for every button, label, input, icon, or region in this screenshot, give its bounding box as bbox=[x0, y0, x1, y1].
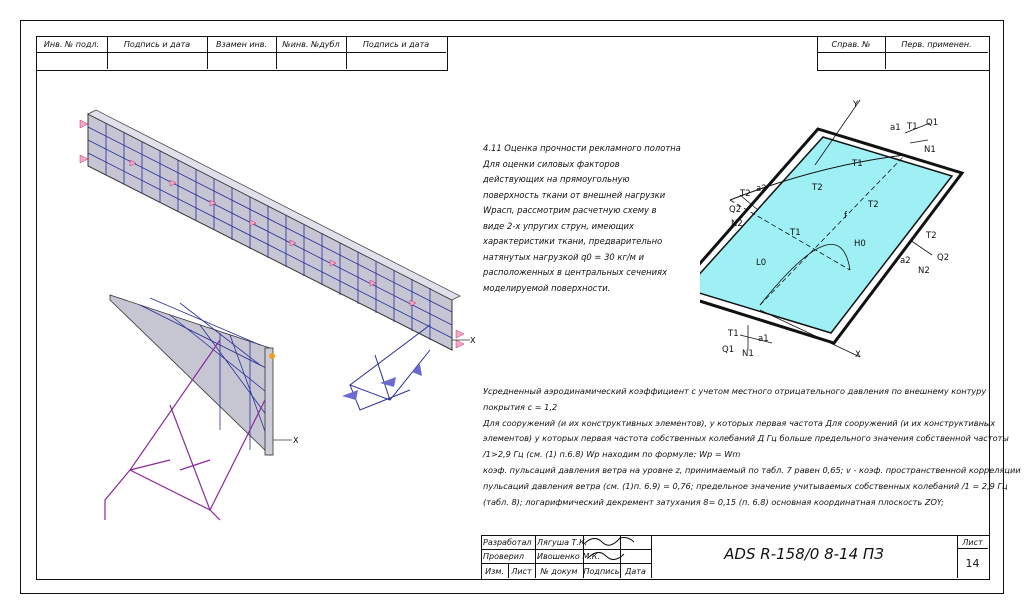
stamp-cell-2: Подпись и дата bbox=[123, 40, 191, 49]
doc-code: ADS R-158/0 8-14 ПЗ bbox=[724, 545, 884, 563]
section-line-7: характеристики ткани, предварительно bbox=[483, 236, 663, 246]
diag-t2-left: T2 bbox=[740, 189, 751, 199]
diag-n1-top: N1 bbox=[924, 145, 936, 155]
diag-t2-b: T2 bbox=[868, 200, 879, 210]
sheet-label: Лист bbox=[962, 538, 983, 547]
section-line-10: моделируемой поверхности. bbox=[483, 282, 611, 293]
diag-a2-left: a2 bbox=[756, 184, 767, 194]
sheet-number: 14 bbox=[965, 557, 980, 570]
tb-col-izm: Изм. bbox=[485, 567, 504, 576]
section-text bbox=[483, 141, 681, 296]
diag-n2-left: N2 bbox=[731, 219, 743, 229]
section-line-6: виде 2-х упругих струн, имеющих bbox=[483, 220, 634, 231]
diag-q1-top: Q1 bbox=[926, 118, 939, 128]
stamp-cell-3: Взамен инв. bbox=[215, 40, 268, 49]
axis-x-label-1: X bbox=[470, 336, 476, 345]
tb-role-2: Проверил bbox=[483, 552, 525, 561]
diag-a1-bot: a1 bbox=[758, 334, 769, 344]
diag-y: Y bbox=[853, 100, 859, 110]
body-line-1: Усредненный аэродинамический коэффициент с учетом местного отрицательного давления по внешнему контуру bbox=[483, 386, 987, 396]
diag-f: f bbox=[844, 211, 847, 221]
stamp-cell-1: Инв. № подл. bbox=[43, 40, 100, 49]
diag-t2-a: T2 bbox=[812, 183, 823, 193]
diag-t1-top: T1 bbox=[907, 122, 918, 132]
tb-role-1: Разработал bbox=[483, 538, 532, 547]
diag-q2-right: Q2 bbox=[937, 253, 950, 263]
section-line-4: поверхность ткани от внешней нагрузки bbox=[483, 189, 666, 200]
stamp-cell-perv: Перв. применен. bbox=[901, 40, 972, 49]
stamp-cell-4: №инв. №дубл bbox=[282, 40, 340, 49]
signatures bbox=[580, 532, 640, 564]
diag-q2-left: Q2 bbox=[729, 205, 742, 215]
diag-n1-bot: N1 bbox=[742, 349, 754, 359]
diag-t1-bot: T1 bbox=[728, 329, 739, 339]
body-line-7: пульсаций давления ветра (см. (1)п. 6.9) = 0,76; предельное значение учитываемых собственных колебаний /1 = 2,9 Гц bbox=[483, 480, 1008, 491]
body-line-6: коэф. пульсаций давления ветра на уровне z, принимаемый по табл. 7 равен 0,65; v - коэф. пространственной корреляции bbox=[483, 464, 1021, 475]
closeup-panel bbox=[110, 295, 270, 455]
stamp-cell-sprav: Справ. № bbox=[831, 40, 871, 49]
section-line-2: Для оценки силовых факторов bbox=[483, 158, 620, 169]
tb-col-list: Лист bbox=[511, 567, 532, 576]
body-line-8: (табл. 8); логарифмический декремент затухания 8= 0,15 (п. 6.8) основная координатная плоскость ZOY; bbox=[483, 496, 944, 507]
axis-x-label-2: X bbox=[293, 436, 299, 445]
diag-t1-mid: T1 bbox=[790, 228, 801, 238]
diag-h0: H0 bbox=[854, 239, 866, 249]
section-line-1: 4.11 Оценка прочности рекламного полотна bbox=[483, 143, 681, 153]
stamp-cell-5: Подпись и дата bbox=[362, 40, 430, 49]
tb-col-podpis: Подпись bbox=[583, 567, 620, 576]
section-line-5: Wрасп, рассмотрим расчетную схему в bbox=[483, 205, 657, 215]
billboard-3d-model bbox=[60, 100, 480, 530]
diag-l0: L0 bbox=[756, 258, 767, 268]
diag-q1-bot: Q1 bbox=[722, 345, 735, 355]
tb-col-data: Дата bbox=[625, 567, 646, 576]
section-line-9: расположенных в центральных сечениях bbox=[483, 267, 668, 277]
body-text bbox=[483, 384, 1021, 510]
diag-x: X bbox=[855, 350, 861, 360]
body-line-5: /1>2,9 Гц (см. (1) п.6.8) Wp находим по формуле: Wp = Wm bbox=[483, 449, 741, 460]
section-line-3: действующих на прямоугольную bbox=[483, 174, 630, 184]
membrane-scheme-diagram bbox=[700, 95, 970, 370]
tb-col-dokum: № докум bbox=[540, 567, 578, 576]
diag-t1-a: T1 bbox=[852, 159, 863, 169]
section-line-8: натянутых нагрузкой q0 = 30 кг/м и bbox=[483, 251, 645, 262]
tb-name-2: Ивошенко М.К. bbox=[537, 552, 601, 561]
tb-name-1: Лягуша Т.К. bbox=[537, 538, 588, 547]
diag-a1-top: a1 bbox=[890, 123, 901, 133]
diag-t2-right: T2 bbox=[926, 231, 937, 241]
body-line-2: покрытия c = 1,2 bbox=[483, 401, 558, 412]
diag-a2-right: a2 bbox=[900, 256, 911, 266]
body-line-4: элементов) у которых первая частота собственных колебаний Д Гц больше предельного значения собственной частоты bbox=[483, 433, 1009, 444]
body-line-3: Для сооружений (и их конструктивных элементов), у которых первая частота Для сооружений (и их конструктивных bbox=[483, 417, 996, 428]
diag-n2-right: N2 bbox=[918, 266, 930, 276]
